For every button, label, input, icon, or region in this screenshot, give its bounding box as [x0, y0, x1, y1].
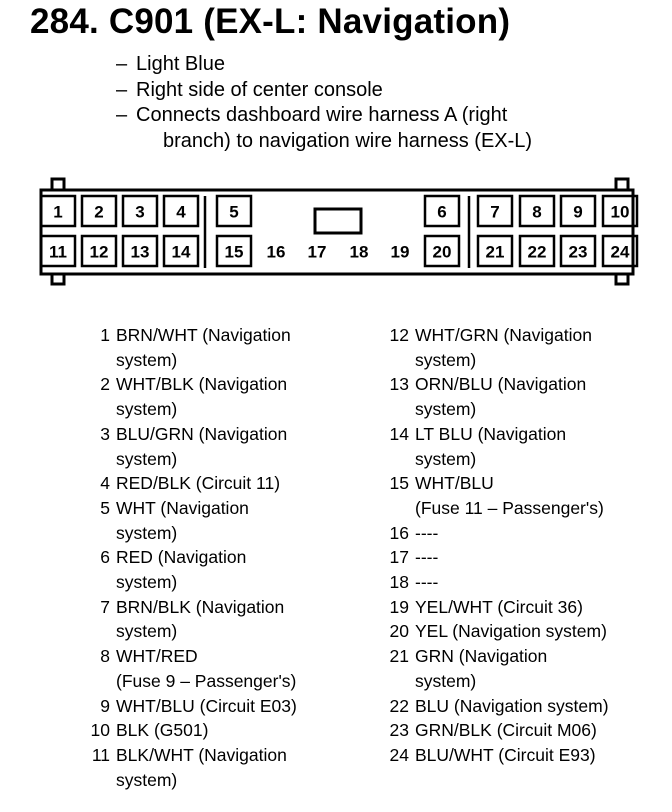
cavity-label: 6 — [437, 202, 447, 222]
pin-entry-19 — [383, 595, 609, 620]
pin-description — [415, 644, 547, 693]
pin-description — [415, 372, 586, 421]
pin-number: 14 — [389, 423, 409, 444]
cavity-label: 23 — [568, 242, 588, 262]
pin-wire-line-continued: (Fuse 9 – Passenger's) — [116, 670, 297, 691]
pin-entry-12 — [383, 323, 609, 372]
pin-wire-line-continued: system) — [116, 349, 178, 370]
pin-wire-line: WHT/BLU — [415, 473, 494, 494]
pin-number: 5 — [100, 497, 110, 518]
note-dash: – — [116, 78, 128, 101]
pin-entry-17 — [383, 545, 609, 570]
pin-entry-4 — [84, 471, 297, 496]
pin-entry-1 — [84, 323, 297, 372]
pin-wire-line-continued: system) — [116, 522, 178, 543]
pin-entry-3 — [84, 422, 297, 471]
connector-tab — [616, 274, 628, 284]
connector-tab — [52, 179, 64, 190]
cavity-label: 10 — [610, 202, 630, 222]
pin-number: 9 — [100, 695, 110, 716]
pin-wire-line: BLU/WHT (Circuit E93) — [415, 744, 596, 765]
cavity-label: 19 — [390, 242, 410, 262]
note-text: Connects dashboard wire harness A (right — [136, 104, 508, 126]
pin-number: 23 — [389, 720, 409, 741]
pin-wire-line: BRN/BLK (Navigation — [116, 596, 285, 617]
cavity-label: 17 — [307, 242, 327, 262]
pin-description — [116, 595, 284, 644]
pin-wire-line-continued: system) — [415, 448, 477, 469]
pin-wire-line-continued: system) — [415, 670, 477, 691]
pin-description — [415, 694, 609, 719]
pin-entry-5 — [84, 496, 297, 545]
pin-description — [415, 545, 438, 570]
cavity-label: 2 — [94, 202, 104, 222]
pin-wire-line: YEL/WHT (Circuit 36) — [415, 596, 583, 617]
pin-entry-18 — [383, 570, 609, 595]
pin-entry-7 — [84, 595, 297, 644]
cavity-label: 8 — [532, 202, 542, 222]
pin-entry-20 — [383, 619, 609, 644]
pin-number: 15 — [389, 473, 409, 494]
pin-description — [415, 743, 596, 768]
cavity-label: 3 — [135, 202, 145, 222]
pin-wire-line: BLK (G501) — [116, 720, 209, 741]
pin-wire-line-continued: (Fuse 11 – Passenger's) — [415, 497, 604, 518]
pin-number: 11 — [91, 744, 110, 765]
pin-list-right — [383, 323, 609, 768]
pin-wire-line-continued: system) — [116, 399, 178, 420]
pin-wire-line: ---- — [415, 522, 439, 543]
pin-number: 12 — [389, 325, 409, 345]
cavity-label: 15 — [224, 242, 244, 262]
connector-tab — [52, 274, 64, 284]
connector-tab — [616, 179, 628, 190]
pin-description — [116, 718, 208, 743]
pin-wire-line-continued: system) — [415, 399, 477, 420]
cavity-label: 4 — [176, 202, 186, 222]
pin-wire-line: GRN (Navigation — [415, 646, 548, 667]
pin-entry-8 — [84, 644, 297, 693]
pin-description — [415, 521, 438, 546]
cavity-label: 9 — [573, 202, 583, 222]
cavity-label: 20 — [432, 242, 452, 262]
pin-number: 3 — [100, 423, 110, 444]
cavity-label: 21 — [485, 242, 505, 262]
pin-number: 18 — [389, 572, 409, 593]
pin-list-left — [84, 323, 297, 792]
pin-wire-line: ---- — [415, 572, 439, 593]
pin-wire-line: ---- — [415, 547, 439, 568]
pin-wire-line-continued: system) — [116, 572, 178, 593]
pin-wire-line: BLU (Navigation system) — [415, 695, 609, 716]
pin-description — [415, 718, 597, 743]
cavity-label: 14 — [171, 242, 191, 262]
pin-number: 2 — [100, 374, 110, 395]
note-text: Right side of center console — [136, 78, 383, 101]
pin-wire-line: ORN/BLU (Navigation — [415, 374, 587, 395]
connector-key — [315, 209, 361, 233]
pin-number: 17 — [389, 547, 409, 568]
pin-description — [116, 372, 287, 421]
cavity-label: 11 — [49, 242, 67, 262]
pin-number: 19 — [389, 596, 409, 617]
pin-wire-line: RED (Navigation — [116, 547, 247, 568]
pin-entry-24 — [383, 743, 609, 768]
pin-description — [116, 496, 249, 545]
pin-entry-21 — [383, 644, 609, 693]
cavity-label: 24 — [610, 242, 630, 262]
pin-description — [415, 471, 604, 520]
pin-description — [116, 694, 297, 719]
pin-wire-line: WHT (Navigation — [116, 497, 249, 518]
cavity-label: 16 — [266, 242, 286, 262]
note-text: branch) to navigation wire harness (EX-L) — [163, 129, 533, 152]
pin-description — [415, 422, 566, 471]
note-dash: – — [116, 104, 128, 126]
pin-entry-22 — [383, 694, 609, 719]
pin-wire-line: YEL (Navigation system) — [415, 621, 607, 642]
pin-number: 22 — [389, 695, 409, 716]
pin-wire-line: GRN/BLK (Circuit M06) — [415, 720, 597, 741]
cavity-label: 5 — [229, 202, 239, 222]
pin-description — [116, 471, 280, 496]
pin-wire-line: WHT/GRN (Navigation — [415, 325, 592, 345]
pin-description — [415, 619, 607, 644]
pin-number: 21 — [389, 646, 409, 667]
pin-entry-9 — [84, 694, 297, 719]
pin-wire-line: RED/BLK (Circuit 11) — [116, 473, 281, 494]
pin-number: 24 — [389, 744, 409, 765]
pin-wire-line-continued: system) — [415, 349, 477, 370]
pin-number: 8 — [100, 646, 110, 667]
note-dash: – — [116, 53, 128, 75]
cavity-label: 22 — [527, 242, 547, 262]
pin-description — [415, 595, 583, 620]
pin-entry-15 — [383, 471, 609, 520]
pin-description — [116, 545, 246, 594]
pin-entry-14 — [383, 422, 609, 471]
pin-description — [415, 570, 438, 595]
note-text: Light Blue — [136, 53, 225, 75]
pin-number: 20 — [389, 621, 409, 642]
cavity-label: 7 — [490, 202, 500, 222]
pin-wire-line: BRN/WHT (Navigation — [116, 325, 291, 345]
pin-entry-2 — [84, 372, 297, 421]
pin-description — [116, 743, 287, 792]
pin-number: 16 — [389, 522, 409, 543]
pin-entry-11 — [84, 743, 297, 792]
pin-entry-13 — [383, 372, 609, 421]
pin-wire-line: WHT/BLK (Navigation — [116, 374, 288, 395]
pin-wire-line: WHT/BLU (Circuit E03) — [116, 695, 297, 716]
pin-entry-16 — [383, 521, 609, 546]
pin-wire-line-continued: system) — [116, 448, 178, 469]
pin-number: 6 — [100, 547, 110, 568]
pin-wire-line: WHT/RED — [116, 646, 198, 667]
pin-entry-6 — [84, 545, 297, 594]
pin-wire-line: BLU/GRN (Navigation — [116, 423, 288, 444]
pin-description — [116, 644, 296, 693]
cavity-label: 18 — [349, 242, 369, 262]
cavity-label: 1 — [53, 202, 63, 222]
pin-number: 7 — [100, 596, 110, 617]
pin-wire-line: LT BLU (Navigation — [415, 423, 567, 444]
pin-entry-23 — [383, 718, 609, 743]
pin-description — [116, 323, 291, 372]
pin-number: 13 — [389, 374, 409, 395]
pin-entry-10 — [84, 718, 297, 743]
pin-number: 4 — [100, 473, 110, 494]
page-title: 284. C901 (EX-L: Navigation) — [30, 2, 511, 41]
pin-description — [116, 422, 287, 471]
pin-number: 1 — [100, 325, 110, 345]
cavity-label: 12 — [89, 242, 109, 262]
cavity-label: 13 — [130, 242, 150, 262]
pin-wire-line-continued: system) — [116, 621, 178, 642]
pin-wire-line-continued: system) — [116, 769, 178, 790]
pin-description — [415, 323, 592, 372]
pin-number: 10 — [90, 720, 110, 741]
pin-wire-line: BLK/WHT (Navigation — [116, 744, 287, 765]
